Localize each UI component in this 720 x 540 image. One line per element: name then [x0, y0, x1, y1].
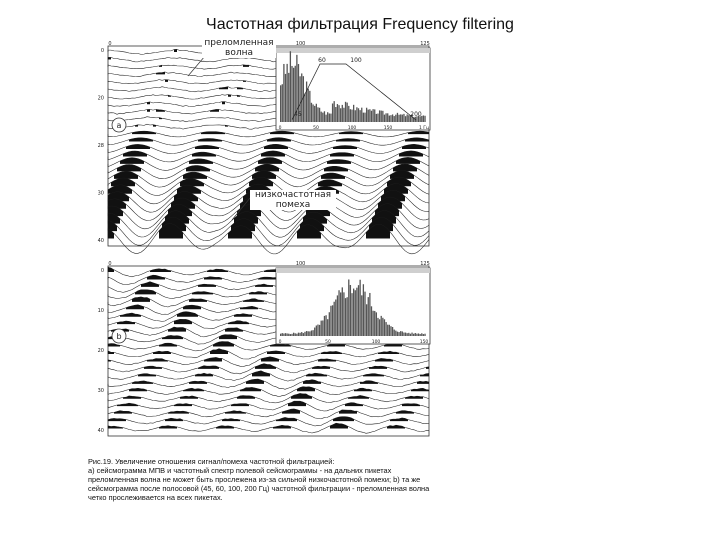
filled-lobe — [174, 49, 177, 52]
depth-tick-label: 0 — [100, 268, 104, 274]
spectrum-bar — [337, 295, 338, 336]
spectrum-bar — [290, 334, 291, 336]
spectrum-bar — [353, 105, 354, 122]
top-tick-label: 0 — [108, 41, 112, 47]
spectrum-bar — [371, 111, 372, 122]
spectrum-bar — [377, 114, 378, 122]
spectrum-bar — [416, 334, 417, 336]
spectrum-bar — [351, 293, 352, 336]
spectrum-bar — [321, 112, 322, 122]
spectrum-bar — [418, 333, 419, 336]
spectrum-bar — [405, 333, 406, 336]
spectrum-tick-label: 50 — [313, 126, 319, 131]
spectrum-bar — [322, 113, 323, 122]
refracted-wave-label: преломленная волна — [202, 38, 276, 58]
spectrum-bar — [329, 113, 330, 122]
spectrum-bar — [395, 331, 396, 336]
spectrum-tick-label: 0 — [278, 340, 282, 345]
spectrum-bar — [408, 333, 409, 336]
spectrum-bar — [374, 311, 375, 336]
spectrum-bar — [283, 334, 284, 336]
spectrum-bar — [385, 113, 386, 122]
spectrum-bar — [371, 306, 372, 336]
spectrum-bar — [356, 107, 357, 122]
spectrum-tick-label: 100 — [371, 340, 381, 345]
spectrum-bar — [332, 103, 333, 122]
spectrum-bar — [321, 321, 322, 336]
spectrum-bar — [424, 116, 425, 122]
spectrum-bar — [329, 312, 330, 336]
spectrum-bar — [319, 325, 320, 336]
spectrum-bar — [282, 84, 283, 122]
spectrum-bar — [372, 311, 373, 336]
spectrum-bar — [288, 334, 289, 336]
spectrum-bar — [392, 114, 393, 122]
depth-tick-label: 30 — [97, 388, 104, 394]
spectrum-bar — [350, 109, 351, 122]
spectrum-bar — [363, 113, 364, 122]
spectrum-tick-label: 1 Гц — [418, 126, 430, 131]
spectrum-bar — [364, 292, 365, 336]
spectrum-tick-label: 100 — [347, 126, 357, 131]
slide-title: Частотная фильтрация Frequency filtering — [206, 16, 514, 33]
spectrum-bar — [335, 299, 336, 336]
spectrum-tick-label: 0 — [278, 126, 282, 131]
spectrum-bar — [347, 297, 348, 336]
spectrum-bar — [423, 115, 424, 122]
spectrum-bar — [400, 114, 401, 122]
spectrum-bar — [316, 325, 317, 336]
spectrum-bar — [394, 330, 395, 336]
spectrum-bar — [306, 331, 307, 336]
filter-frequency-label: 100 — [350, 57, 362, 64]
spectrum-bar — [376, 114, 377, 122]
spectrum-bar — [280, 85, 281, 122]
spectrum-bar — [374, 109, 375, 122]
spectrum-bar — [403, 333, 404, 336]
spectrum-bar — [402, 331, 403, 336]
spectrum-bar — [324, 111, 325, 122]
spectrum-bar — [421, 333, 422, 336]
spectrum-bar — [285, 333, 286, 336]
spectrum-bar — [366, 304, 367, 336]
spectrum-bar — [340, 292, 341, 336]
spectrum-bar — [413, 334, 414, 336]
spectrum-bar — [304, 332, 305, 336]
spectrum-bar — [361, 295, 362, 336]
low-frequency-noise-label: низкочастотная помеха — [250, 190, 336, 210]
top-tick-label: 100 — [295, 261, 306, 267]
spectrum-bar — [359, 280, 360, 336]
filled-lobe — [147, 109, 150, 111]
spectrum-tick-label: 150 — [419, 340, 429, 345]
spectrum-bar — [334, 302, 335, 336]
spectrum-bar — [381, 316, 382, 336]
spectrum-bar — [312, 330, 313, 336]
spectrum-bar — [397, 113, 398, 122]
spectrum-bar — [361, 108, 362, 122]
spectrum-bar — [343, 108, 344, 122]
spectrum-bar — [368, 110, 369, 122]
spectrum-bar — [342, 105, 343, 122]
spectrum-bar — [390, 326, 391, 336]
spectrum-bar — [376, 312, 377, 336]
spectrum-bar — [423, 334, 424, 336]
spectrum-bar — [291, 334, 292, 336]
spectrum-bar — [286, 333, 287, 336]
top-tick-label: 125 — [420, 261, 430, 267]
spectrum-bar — [387, 113, 388, 122]
seismogram-a-svg — [90, 38, 435, 250]
filled-lobe — [165, 80, 168, 82]
filled-lobe — [222, 102, 225, 105]
spectrum-bar — [384, 319, 385, 336]
depth-tick-label: 30 — [97, 190, 104, 197]
spectrum-bar — [286, 64, 287, 122]
spectrum-bar — [415, 333, 416, 336]
spectrum-bar — [350, 285, 351, 336]
spectrum-bar — [368, 297, 369, 336]
spectrum-bar — [387, 325, 388, 336]
spectrum-bar — [322, 320, 323, 336]
spectrum-bar — [291, 66, 292, 122]
spectrum-bar — [345, 102, 346, 122]
spectrum-bar — [348, 106, 349, 122]
spectrum-bar — [335, 107, 336, 122]
spectrum-bar — [308, 331, 309, 336]
filter-frequency-label: 200 — [410, 111, 422, 118]
spectrum-bar — [314, 106, 315, 122]
spectrum-bar — [392, 327, 393, 336]
spectrum-bar — [332, 305, 333, 336]
spectrum-bar — [363, 284, 364, 336]
spectrum-header-bar — [276, 268, 430, 273]
filled-lobe — [108, 57, 111, 59]
spectrum-bar — [359, 110, 360, 122]
spectrum-bar — [314, 328, 315, 336]
spectrum-bar — [288, 73, 289, 122]
spectrum-bar — [299, 333, 300, 336]
spectrum-bar — [379, 110, 380, 122]
seismogram-panel-a — [90, 38, 435, 250]
depth-tick-label: 0 — [100, 48, 104, 54]
spectrum-bar — [327, 112, 328, 122]
depth-tick-label: 20 — [97, 95, 104, 102]
spectrum-bar — [398, 115, 399, 122]
spectrum-bar — [402, 115, 403, 122]
spectrum-header-bar — [276, 48, 430, 53]
panel-b-letter: b — [116, 332, 122, 341]
spectrum-bar — [364, 113, 365, 122]
spectrum-bar — [372, 109, 373, 122]
spectrum-bar — [400, 331, 401, 336]
spectrum-bar — [379, 319, 380, 336]
spectrum-bar — [337, 104, 338, 122]
spectrum-bar — [411, 333, 412, 336]
depth-tick-label: 28 — [97, 143, 104, 149]
spectrum-bar — [382, 318, 383, 336]
spectrum-bar — [398, 332, 399, 336]
seismogram-b-svg — [90, 258, 435, 440]
spectrum-bar — [296, 334, 297, 336]
spectrum-bar — [280, 334, 281, 336]
spectrum-bar — [306, 82, 307, 122]
spectrum-bar — [369, 109, 370, 122]
spectrum-bar — [342, 287, 343, 336]
caption-body: а) сейсмограмма МПВ и частотный спектр полевой сейсмограммы - на дальних пикетах преломленная волна не может быть прослежена из-за сильной низкочастотной помехи; b) та же сейсмограмма после полосовой (45, 60, 100, 200 Гц) частотной фильтрации - преломленная волна четко прослеживается на всех пикетах. — [88, 466, 430, 502]
filter-frequency-label: 45 — [294, 111, 302, 118]
spectrum-bar — [410, 334, 411, 336]
spectrum-tick-label: 150 — [383, 126, 393, 131]
spectrum-bar — [407, 114, 408, 122]
spectrum-bar — [351, 110, 352, 122]
top-tick-label: 100 — [295, 41, 306, 47]
spectrum-bar — [347, 103, 348, 122]
spectrum-bar — [356, 288, 357, 336]
spectrum-bar — [348, 279, 349, 336]
filled-lobe — [189, 381, 207, 384]
spectrum-bar — [397, 332, 398, 336]
seismogram-panel-b — [90, 258, 435, 440]
spectrum-bar — [282, 333, 283, 336]
spectrum-bar — [330, 114, 331, 122]
spectrum-bar — [424, 334, 425, 336]
spectrum-bar — [384, 115, 385, 122]
spectrum-inset — [276, 268, 430, 345]
spectrum-bar — [325, 115, 326, 122]
depth-tick-label: 40 — [97, 428, 104, 434]
spectrum-bar — [403, 114, 404, 122]
spectrum-bar — [385, 322, 386, 336]
spectrum-bar — [301, 332, 302, 336]
spectrum-bar — [377, 318, 378, 336]
spectrum-bar — [340, 108, 341, 122]
spectrum-bar — [312, 104, 313, 122]
spectrum-bar — [390, 115, 391, 122]
spectrum-bar — [330, 306, 331, 336]
spectrum-bar — [407, 333, 408, 336]
spectrum-bar — [353, 289, 354, 336]
spectrum-bar — [420, 334, 421, 336]
spectrum-bar — [338, 105, 339, 122]
spectrum-tick-label: 50 — [325, 340, 331, 345]
spectrum-bar — [304, 93, 305, 122]
spectrum-bar — [308, 89, 309, 122]
spectrum-bar — [408, 115, 409, 122]
top-tick-label: 0 — [108, 261, 112, 267]
spectrum-bar — [283, 64, 284, 122]
spectrum-bar — [355, 290, 356, 336]
spectrum-bar — [316, 104, 317, 122]
spectrum-bar — [309, 331, 310, 336]
filter-frequency-label: 60 — [318, 57, 326, 64]
spectrum-bar — [369, 293, 370, 336]
spectrum-bar — [295, 333, 296, 336]
spectrum-bar — [366, 108, 367, 122]
top-tick-label: 125 — [420, 41, 430, 47]
depth-tick-label: 40 — [97, 238, 104, 244]
panel-a-letter: a — [116, 121, 122, 130]
depth-tick-label: 10 — [97, 308, 104, 314]
spectrum-bar — [405, 116, 406, 122]
spectrum-bar — [394, 116, 395, 122]
spectrum-bar — [317, 107, 318, 122]
spectrum-bar — [309, 91, 310, 122]
spectrum-bar — [343, 292, 344, 336]
caption-title: Рис.19. Увеличение отношения сигнал/помеха частотной фильтрацией: — [88, 457, 335, 466]
spectrum-bar — [285, 74, 286, 122]
spectrum-bar — [311, 330, 312, 336]
spectrum-bar — [395, 115, 396, 122]
spectrum-bar — [382, 111, 383, 122]
spectrum-bar — [303, 76, 304, 122]
spectrum-bar — [358, 285, 359, 336]
spectrum-bar — [334, 101, 335, 122]
spectrum-bar — [325, 315, 326, 336]
spectrum-bar — [355, 110, 356, 122]
spectrum-bar — [317, 325, 318, 336]
spectrum-bar — [338, 290, 339, 336]
spectrum-bar — [290, 51, 291, 122]
spectrum-bar — [324, 316, 325, 336]
spectrum-bar — [358, 108, 359, 122]
spectrum-inset — [276, 48, 430, 131]
spectrum-bar — [389, 325, 390, 336]
filled-lobe — [228, 95, 231, 97]
figure-caption — [88, 457, 438, 502]
spectrum-bar — [389, 116, 390, 122]
depth-tick-label: 20 — [97, 348, 104, 354]
spectrum-bar — [298, 333, 299, 336]
spectrum-bar — [319, 108, 320, 122]
spectrum-bar — [293, 333, 294, 336]
spectrum-bar — [327, 319, 328, 336]
spectrum-bar — [311, 103, 312, 122]
spectrum-bar — [381, 111, 382, 122]
spectrum-bar — [345, 298, 346, 336]
spectrum-bar — [303, 333, 304, 336]
